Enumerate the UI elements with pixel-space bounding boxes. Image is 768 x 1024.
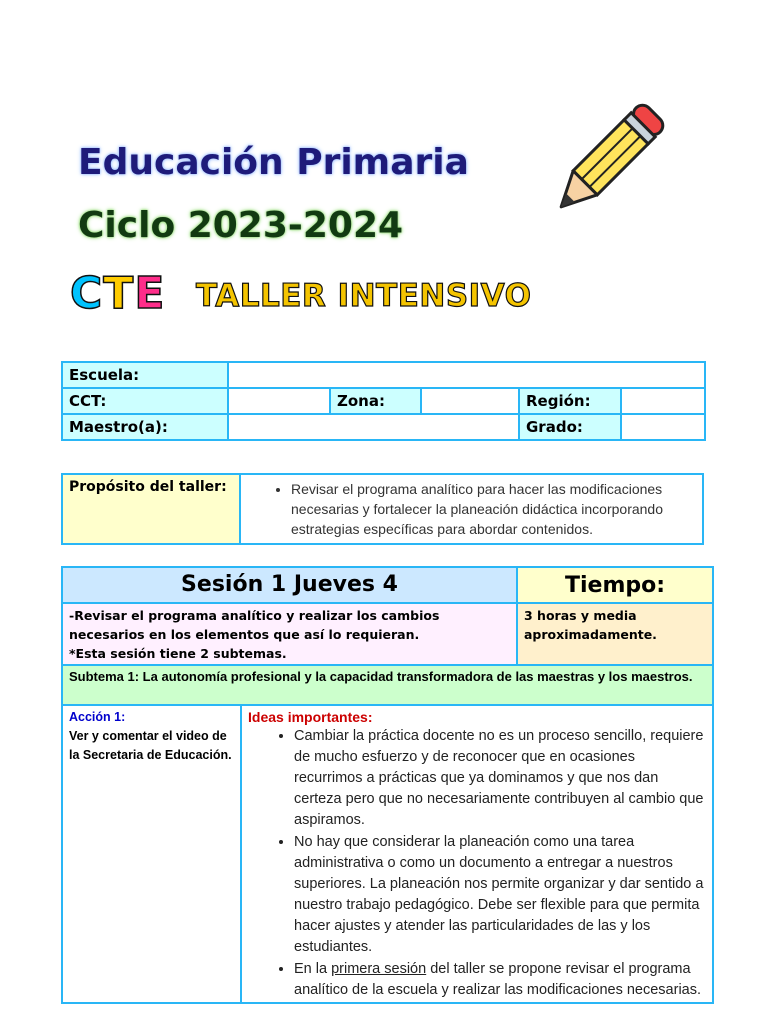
ideas-title: Ideas importantes: (248, 709, 373, 725)
field-maestro[interactable] (228, 414, 519, 440)
idea-2: • No hay que considerar la planeación como una tarea administrativa o como un documento a entregar a nuestros superiores. La planeación nos permite organizar y dar sentido a nuestro trabajo pedagógico. Debe ser flexible para que permita hacer ajustes y atender las particularidades de las y los estudiantes. (294, 832, 706, 958)
label-zona: Zona: (330, 388, 421, 414)
field-cct[interactable] (228, 388, 330, 414)
label-grado: Grado: (519, 414, 621, 440)
label-region: Región: (519, 388, 621, 414)
pencil-icon (530, 88, 680, 238)
idea-3-pre: En la (294, 961, 332, 977)
session-desc-line1: -Revisar el programa analítico y realizar los cambios necesarios en los elementos que así lo requieran. (69, 608, 440, 642)
cte-logo (70, 268, 165, 319)
idea-1: • Cambiar la práctica docente no es un proceso sencillo, requiere de mucho esfuerzo y de reconocer que en ocasiones recurrimos a prácticas que ya dominamos y que nos dan certeza pero que no necesariamente contribuyen al cambio que aspiramos. (294, 726, 706, 831)
time-value: 3 horas y media aproximadamente. (517, 603, 713, 665)
idea-3-post: del taller se propone revisar el programa analítico de la escuela y realizar las modificaciones necesarias. (294, 961, 702, 998)
field-zona[interactable] (421, 388, 519, 414)
subtema-1: Subtema 1: La autonomía profesional y la capacidad transformadora de las maestras y los maestros. (62, 665, 713, 705)
cte-letter-c: C (70, 268, 104, 319)
field-escuela[interactable] (228, 362, 705, 388)
session-desc-line2: *Esta sesión tiene 2 subtemas. (69, 646, 287, 661)
label-proposito: Propósito del taller: (62, 474, 240, 544)
taller-intensivo-title: TALLER INTENSIVO (196, 278, 532, 314)
purpose-table (61, 473, 704, 545)
accion-cell (62, 705, 241, 1003)
time-title: Tiempo: (517, 567, 713, 603)
purpose-content (240, 474, 703, 544)
cte-letter-t: T (103, 268, 135, 319)
label-maestro: Maestro(a): (62, 414, 228, 440)
field-grado[interactable] (621, 414, 705, 440)
title-educacion-primaria: Educación Primaria (78, 142, 469, 183)
title-ciclo: Ciclo 2023-2024 (78, 205, 404, 246)
session-title: Sesión 1 Jueves 4 (62, 567, 517, 603)
session-table (61, 566, 714, 1004)
accion-title: Acción 1: (69, 710, 126, 724)
cte-letter-e: E (134, 268, 166, 319)
idea-3 (294, 959, 706, 1001)
purpose-text: • Revisar el programa analítico para hacer las modificaciones necesarias y fortalecer la planeación didáctica incorporando estrategias específicas para abordar contenidos. (291, 479, 696, 539)
label-escuela: Escuela: (62, 362, 228, 388)
school-info-table (61, 361, 706, 441)
ideas-cell (241, 705, 713, 1003)
accion-text: Ver y comentar el video de la Secretaria de Educación. (69, 729, 232, 762)
field-region[interactable] (621, 388, 705, 414)
session-description (62, 603, 517, 665)
label-cct: CCT: (62, 388, 228, 414)
idea-3-underlined: primera sesión (331, 961, 427, 977)
